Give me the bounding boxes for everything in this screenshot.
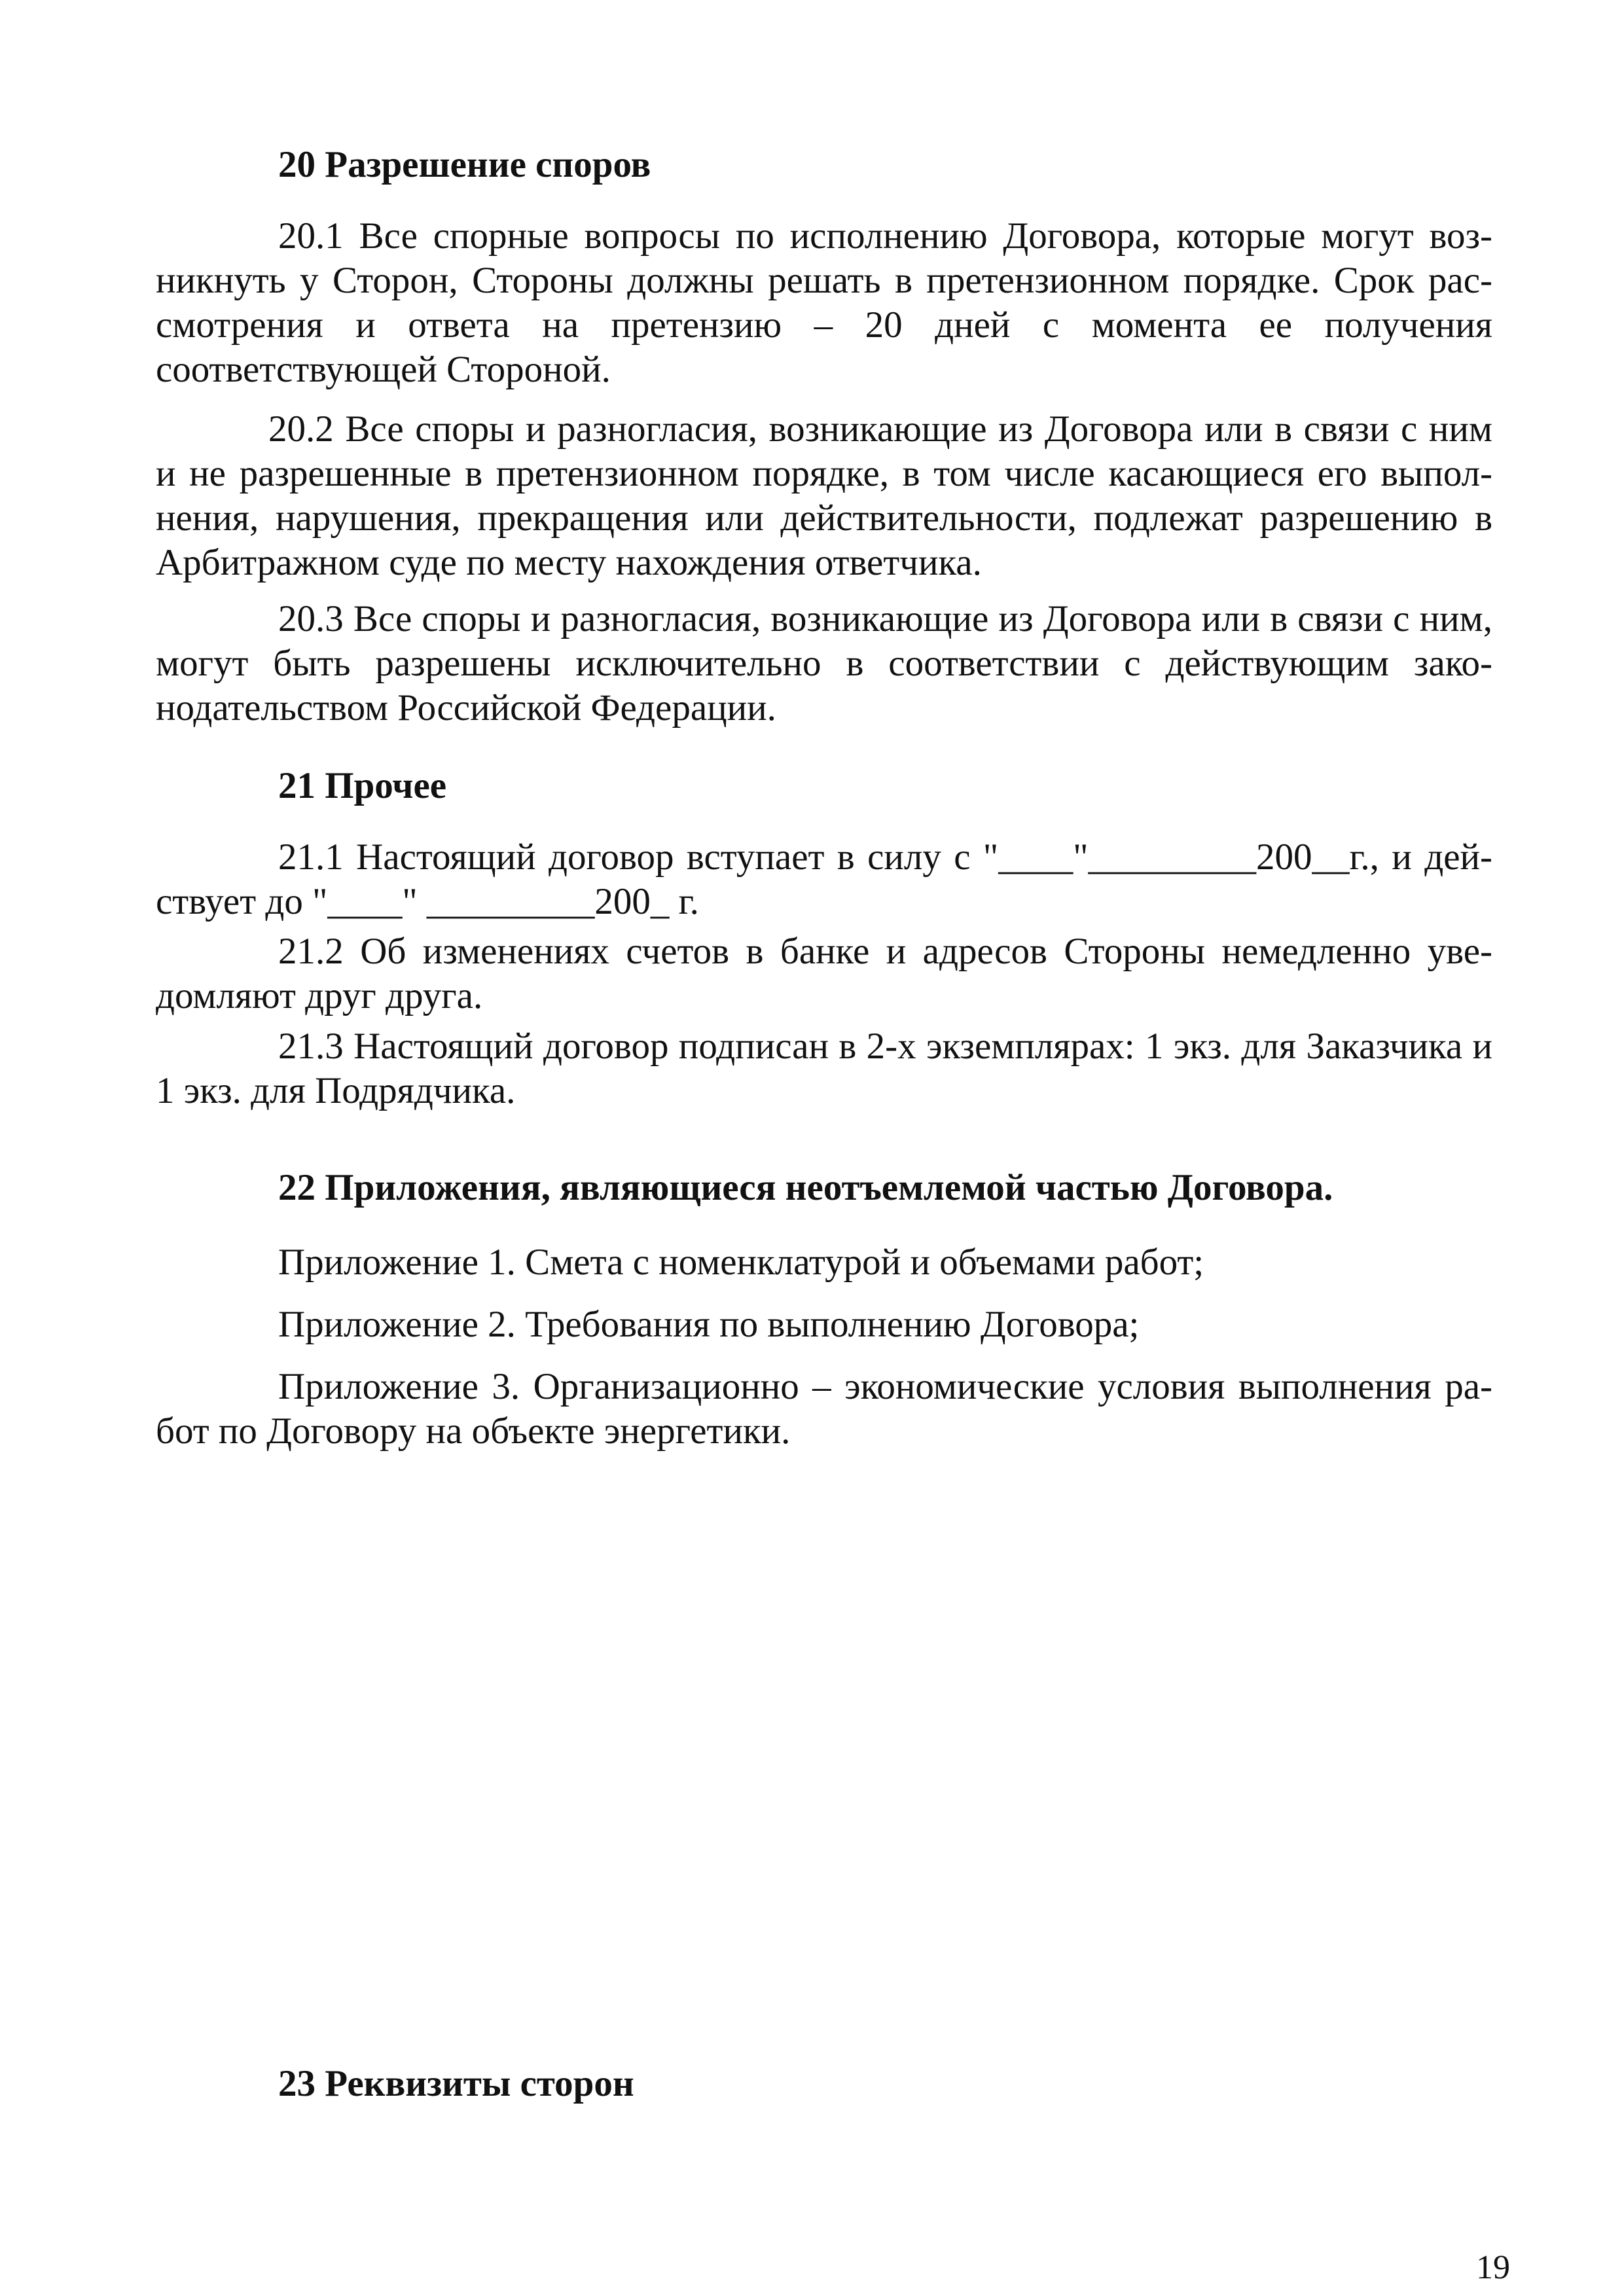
appendix-3 [156, 1365, 1492, 1454]
section-21-clause-3 [156, 1024, 1492, 1113]
appendix-2 [156, 1302, 1492, 1347]
section-21-clause-1 [156, 835, 1492, 924]
section-23-heading: 23 Реквизиты сторон [278, 2063, 634, 2104]
clause-20-3: 20.3 Все споры и разногласия, возникающие из Договора или в связи с ним, могут быть разрешены исключительно в соответствии с действующим законодательством Российской Федерации. [156, 598, 1492, 728]
clause-21-1: 21.1 Настоящий договор вступает в силу с "____"_________200__г., и действует до "____" _________200_ г. [156, 836, 1492, 922]
section-20-clause-1 [156, 214, 1492, 392]
section-20-heading: 20 Разрешение споров [278, 144, 651, 185]
section-20-clause-2 [156, 407, 1492, 585]
appendix-2-text: Приложение 2. Требования по выполнению Договора; [278, 1304, 1140, 1345]
clause-20-2: 20.2 Все споры и разногласия, возникающие из Договора или в связи с ним и не разрешенные в претензионном порядке, в том числе касающиеся его выполнения, нарушения, прекращения или действительности, подлежат разрешению в Арбитражном суде по месту нахождения ответчика. [156, 408, 1492, 583]
section-21-heading: 21 Прочее [278, 765, 447, 806]
page-number: 19 [1476, 2249, 1510, 2286]
section-20-clause-3 [156, 597, 1492, 730]
clause-21-3: 21.3 Настоящий договор подписан в 2-х экземплярах: 1 экз. для Заказчика и 1 экз. для Подрядчика. [156, 1026, 1492, 1111]
section-22-heading: 22 Приложения, являющиеся неотъемлемой частью Договора. [278, 1167, 1333, 1208]
appendix-3-text: Приложение 3. Организационно – экономические условия выполнения работ по Договору на объекте энергетики. [156, 1366, 1492, 1452]
appendix-1 [156, 1240, 1492, 1285]
appendix-1-text: Приложение 1. Смета с номенклатурой и объемами работ; [278, 1242, 1204, 1283]
clause-20-1: 20.1 Все спорные вопросы по исполнению Договора, которые могут возникнуть у Сторон, Стороны должны решать в претензионном порядке. Срок рассмотрения и ответа на претензию – 20 дней с момента ее получения соответствующей Стороной. [156, 215, 1492, 390]
section-21-clause-2 [156, 929, 1492, 1018]
clause-21-2: 21.2 Об изменениях счетов в банке и адресов Стороны немедленно уведомляют друг друга. [156, 931, 1492, 1016]
